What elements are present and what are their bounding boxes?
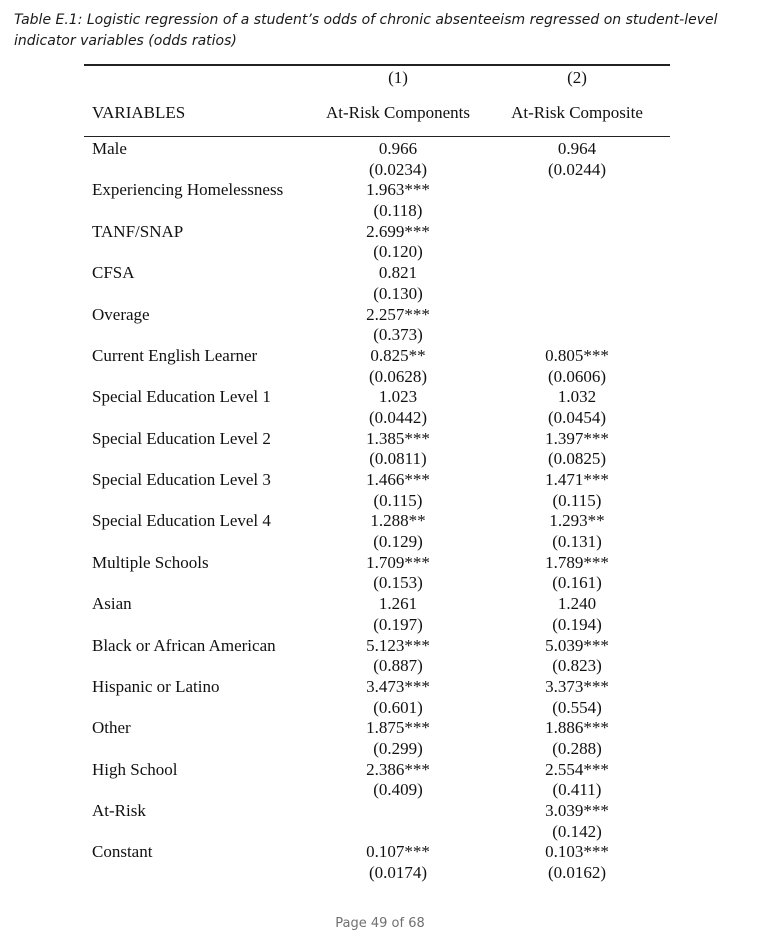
at-risk-composite-header: At-Risk Composite <box>511 103 643 122</box>
composite-standard-error: (0.142) <box>552 821 602 841</box>
se-spacer <box>84 408 312 429</box>
table-row <box>84 842 670 863</box>
se-spacer <box>84 698 312 719</box>
se-spacer <box>84 532 312 553</box>
composite-estimate: 0.964 <box>557 139 597 158</box>
components-estimate <box>312 801 484 822</box>
page-number: Page 49 of 68 <box>335 916 425 931</box>
variable-label: Black or African American <box>92 635 276 655</box>
variables-header: VARIABLES <box>92 103 186 122</box>
table-row-standard-error <box>84 780 670 801</box>
composite-estimate <box>484 305 670 326</box>
table-row-standard-error <box>84 863 670 884</box>
table-row <box>84 222 670 243</box>
variable-label: Current English Learner <box>92 345 258 365</box>
table-row-standard-error <box>84 242 670 263</box>
composite-estimate: 1.789*** <box>545 552 609 572</box>
components-estimate: 1.466*** <box>366 470 430 489</box>
composite-estimate: 2.554*** <box>545 759 609 779</box>
se-spacer <box>84 615 312 636</box>
column-number-1: (1) <box>388 68 408 87</box>
variable-label: Special Education Level 4 <box>92 511 271 531</box>
composite-estimate: 1.397*** <box>545 428 609 448</box>
variable-label: Hispanic or Latino <box>92 676 220 696</box>
composite-estimate: 1.240 <box>557 594 597 614</box>
composite-standard-error: (0.0606) <box>547 366 607 386</box>
table-row <box>84 594 670 615</box>
composite-estimate: 1.886*** <box>545 718 609 738</box>
composite-standard-error: (0.115) <box>552 490 602 510</box>
components-estimate: 5.123*** <box>366 635 430 655</box>
components-estimate: 1.963*** <box>366 180 430 200</box>
composite-estimate: 5.039*** <box>545 635 609 655</box>
components-estimate: 1.288** <box>370 511 426 531</box>
variable-label: Experiencing Homelessness <box>92 180 284 200</box>
composite-standard-error: (0.0244) <box>547 159 607 179</box>
table-row-standard-error <box>84 491 670 512</box>
regression-table <box>84 64 670 884</box>
components-standard-error: (0.409) <box>373 780 423 800</box>
se-spacer <box>84 780 312 801</box>
components-standard-error: (0.120) <box>373 242 423 262</box>
variable-label: Special Education Level 2 <box>92 428 271 448</box>
table-row <box>84 429 670 450</box>
components-estimate: 1.023 <box>378 387 418 407</box>
composite-standard-error: (0.194) <box>552 614 602 634</box>
composite-standard-error: (0.131) <box>552 532 602 552</box>
components-estimate: 0.107*** <box>366 842 430 862</box>
table-row <box>84 139 670 160</box>
table-body <box>84 137 670 884</box>
at-risk-components-header: At-Risk Components <box>325 103 471 122</box>
table-row <box>84 263 670 284</box>
table-row <box>84 511 670 532</box>
components-standard-error: (0.0174) <box>368 863 428 883</box>
composite-estimate: 1.293** <box>549 511 605 531</box>
table-row <box>84 387 670 408</box>
composite-estimate <box>484 222 670 243</box>
variable-label: Multiple Schools <box>92 552 209 572</box>
table-row-standard-error <box>84 822 670 843</box>
table-row-standard-error <box>84 408 670 429</box>
components-standard-error: (0.153) <box>373 573 423 593</box>
composite-standard-error: (0.554) <box>552 697 602 717</box>
components-standard-error: (0.118) <box>373 201 423 221</box>
components-standard-error: (0.0811) <box>369 449 427 469</box>
table-row <box>84 636 670 657</box>
composite-standard-error: (0.0162) <box>547 863 607 883</box>
components-standard-error: (0.129) <box>373 532 423 552</box>
composite-estimate: 1.032 <box>557 387 597 407</box>
se-spacer <box>84 201 312 222</box>
components-estimate: 2.699*** <box>366 221 430 241</box>
se-spacer <box>84 449 312 470</box>
components-standard-error: (0.0442) <box>368 407 428 427</box>
se-spacer <box>84 739 312 760</box>
variable-label: Special Education Level 1 <box>92 387 271 407</box>
se-spacer <box>84 160 312 181</box>
table-row-standard-error <box>84 449 670 470</box>
table-row <box>84 760 670 781</box>
composite-estimate: 0.103*** <box>545 842 609 862</box>
components-standard-error: (0.130) <box>373 283 423 303</box>
composite-standard-error <box>484 201 670 222</box>
se-spacer <box>84 491 312 512</box>
composite-standard-error: (0.0825) <box>547 449 607 469</box>
variable-label: Special Education Level 3 <box>92 470 271 489</box>
components-estimate: 2.386*** <box>366 759 430 779</box>
column-header-row <box>84 90 670 136</box>
table-row <box>84 470 670 491</box>
composite-standard-error: (0.0454) <box>547 407 607 427</box>
table-row <box>84 718 670 739</box>
table-row-standard-error <box>84 615 670 636</box>
table-row-standard-error <box>84 532 670 553</box>
se-spacer <box>84 573 312 594</box>
composite-standard-error <box>484 242 670 263</box>
table-row <box>84 553 670 574</box>
table-row-standard-error <box>84 698 670 719</box>
se-spacer <box>84 367 312 388</box>
table-row <box>84 305 670 326</box>
table-row <box>84 180 670 201</box>
table-row-standard-error <box>84 739 670 760</box>
components-estimate: 1.261 <box>378 594 418 614</box>
variable-label: Other <box>92 718 131 738</box>
column-number-2: (2) <box>567 68 587 87</box>
variable-label: At-Risk <box>92 801 146 820</box>
table-row-standard-error <box>84 284 670 305</box>
composite-standard-error <box>484 284 670 305</box>
table-row-standard-error <box>84 160 670 181</box>
variable-label: High School <box>92 759 178 779</box>
components-estimate: 3.473*** <box>366 676 430 696</box>
components-standard-error: (0.0234) <box>368 159 428 179</box>
table-row <box>84 801 670 822</box>
components-standard-error: (0.601) <box>373 697 423 717</box>
table-row-standard-error <box>84 573 670 594</box>
se-spacer <box>84 656 312 677</box>
variable-label: Overage <box>92 304 150 324</box>
components-estimate: 1.875*** <box>366 718 430 738</box>
composite-estimate <box>484 263 670 284</box>
composite-standard-error: (0.288) <box>552 738 602 758</box>
composite-standard-error: (0.411) <box>552 780 602 800</box>
components-standard-error: (0.115) <box>373 490 423 510</box>
table-row-standard-error <box>84 656 670 677</box>
table-row-standard-error <box>84 325 670 346</box>
se-spacer <box>84 325 312 346</box>
composite-standard-error <box>484 325 670 346</box>
composite-estimate <box>484 180 670 201</box>
components-standard-error: (0.0628) <box>368 366 428 386</box>
components-standard-error: (0.887) <box>373 656 423 676</box>
variable-label: CFSA <box>92 263 135 283</box>
table-row-standard-error <box>84 367 670 388</box>
components-estimate: 1.709*** <box>366 552 430 572</box>
composite-estimate: 1.471*** <box>545 470 609 489</box>
components-estimate: 0.821 <box>378 263 418 283</box>
components-standard-error <box>312 822 484 843</box>
se-spacer <box>84 863 312 884</box>
se-spacer <box>84 822 312 843</box>
variable-label: Asian <box>92 594 132 614</box>
table-row <box>84 677 670 698</box>
column-number-row <box>84 66 670 90</box>
table-row-standard-error <box>84 201 670 222</box>
se-spacer <box>84 242 312 263</box>
components-standard-error: (0.197) <box>373 614 423 634</box>
table-row <box>84 346 670 367</box>
variable-label: TANF/SNAP <box>92 221 184 241</box>
composite-estimate: 0.805*** <box>545 345 609 365</box>
components-estimate: 0.966 <box>378 139 418 158</box>
components-standard-error: (0.373) <box>373 325 423 345</box>
variable-label: Constant <box>92 842 153 862</box>
composite-estimate: 3.039*** <box>545 801 609 820</box>
components-estimate: 0.825** <box>370 345 426 365</box>
components-standard-error: (0.299) <box>373 738 423 758</box>
se-spacer <box>84 284 312 305</box>
composite-estimate: 3.373*** <box>545 676 609 696</box>
composite-standard-error: (0.823) <box>552 656 602 676</box>
composite-standard-error: (0.161) <box>552 573 602 593</box>
variable-label: Male <box>92 139 127 158</box>
table-caption: Table E.1: Logistic regression of a student’s odds of chronic absenteeism regressed on student-level indicator variables (odds ratios) <box>14 12 718 49</box>
components-estimate: 1.385*** <box>366 428 430 448</box>
components-estimate: 2.257*** <box>366 304 430 324</box>
